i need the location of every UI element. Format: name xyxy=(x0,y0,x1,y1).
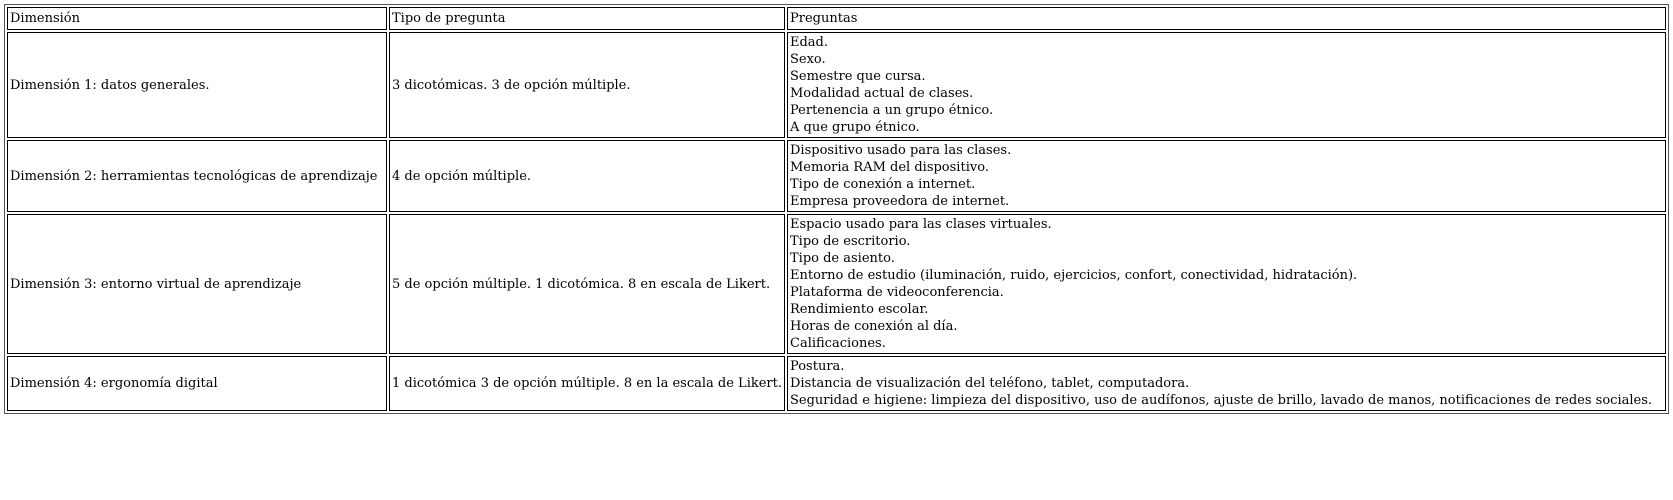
questions-cell xyxy=(787,356,1666,411)
dimension-cell: Dimensión 3: entorno virtual de aprendizaje xyxy=(7,214,387,354)
question-item: Memoria RAM del dispositivo. xyxy=(790,160,989,175)
question-item: Postura. xyxy=(790,359,845,374)
dimension-cell: Dimensión 2: herramientas tecnológicas de aprendizaje xyxy=(7,140,387,212)
header-dimension: Dimensión xyxy=(7,7,387,30)
question-item: Dispositivo usado para las clases. xyxy=(790,143,1012,158)
dimension-cell: Dimensión 4: ergonomía digital xyxy=(7,356,387,411)
question-item: Empresa proveedora de internet. xyxy=(790,194,1010,209)
question-item: Tipo de asiento. xyxy=(790,251,895,266)
question-item: Entorno de estudio (iluminación, ruido, ejercicios, confort, conectividad, hidratación). xyxy=(790,268,1358,283)
table-row xyxy=(7,32,1666,138)
question-item: Semestre que cursa. xyxy=(790,69,926,84)
question-item: Tipo de escritorio. xyxy=(790,234,911,249)
dimension-cell: Dimensión 1: datos generales. xyxy=(7,32,387,138)
question-item: Distancia de visualización del teléfono, tablet, computadora. xyxy=(790,376,1190,391)
questions-cell xyxy=(787,32,1666,138)
question-item: Sexo. xyxy=(790,52,826,67)
survey-dimensions-table xyxy=(4,4,1669,414)
questions-cell xyxy=(787,140,1666,212)
survey-table-container xyxy=(4,4,1669,414)
table-header-row xyxy=(7,7,1666,30)
question-type-cell: 5 de opción múltiple. 1 dicotómica. 8 en escala de Likert. xyxy=(389,214,785,354)
question-item: Pertenencia a un grupo étnico. xyxy=(790,103,994,118)
table-row xyxy=(7,356,1666,411)
question-item: A que grupo étnico. xyxy=(790,120,920,135)
question-item: Rendimiento escolar. xyxy=(790,302,929,317)
header-questions: Preguntas xyxy=(787,7,1666,30)
question-item: Edad. xyxy=(790,35,829,50)
question-type-cell: 1 dicotómica 3 de opción múltiple. 8 en la escala de Likert. xyxy=(389,356,785,411)
question-item: Plataforma de videoconferencia. xyxy=(790,285,1004,300)
question-item: Modalidad actual de clases. xyxy=(790,86,974,101)
header-question-type: Tipo de pregunta xyxy=(389,7,785,30)
table-row xyxy=(7,214,1666,354)
question-item: Seguridad e higiene: limpieza del dispositivo, uso de audífonos, ajuste de brillo, lavado de manos, notificaciones de redes sociales. xyxy=(790,393,1653,408)
question-item: Horas de conexión al día. xyxy=(790,319,958,334)
question-item: Espacio usado para las clases virtuales. xyxy=(790,217,1052,232)
question-type-cell: 4 de opción múltiple. xyxy=(389,140,785,212)
question-item: Calificaciones. xyxy=(790,336,886,351)
table-row xyxy=(7,140,1666,212)
question-item: Tipo de conexión a internet. xyxy=(790,177,976,192)
questions-cell xyxy=(787,214,1666,354)
table-body xyxy=(7,32,1666,411)
question-type-cell: 3 dicotómicas. 3 de opción múltiple. xyxy=(389,32,785,138)
